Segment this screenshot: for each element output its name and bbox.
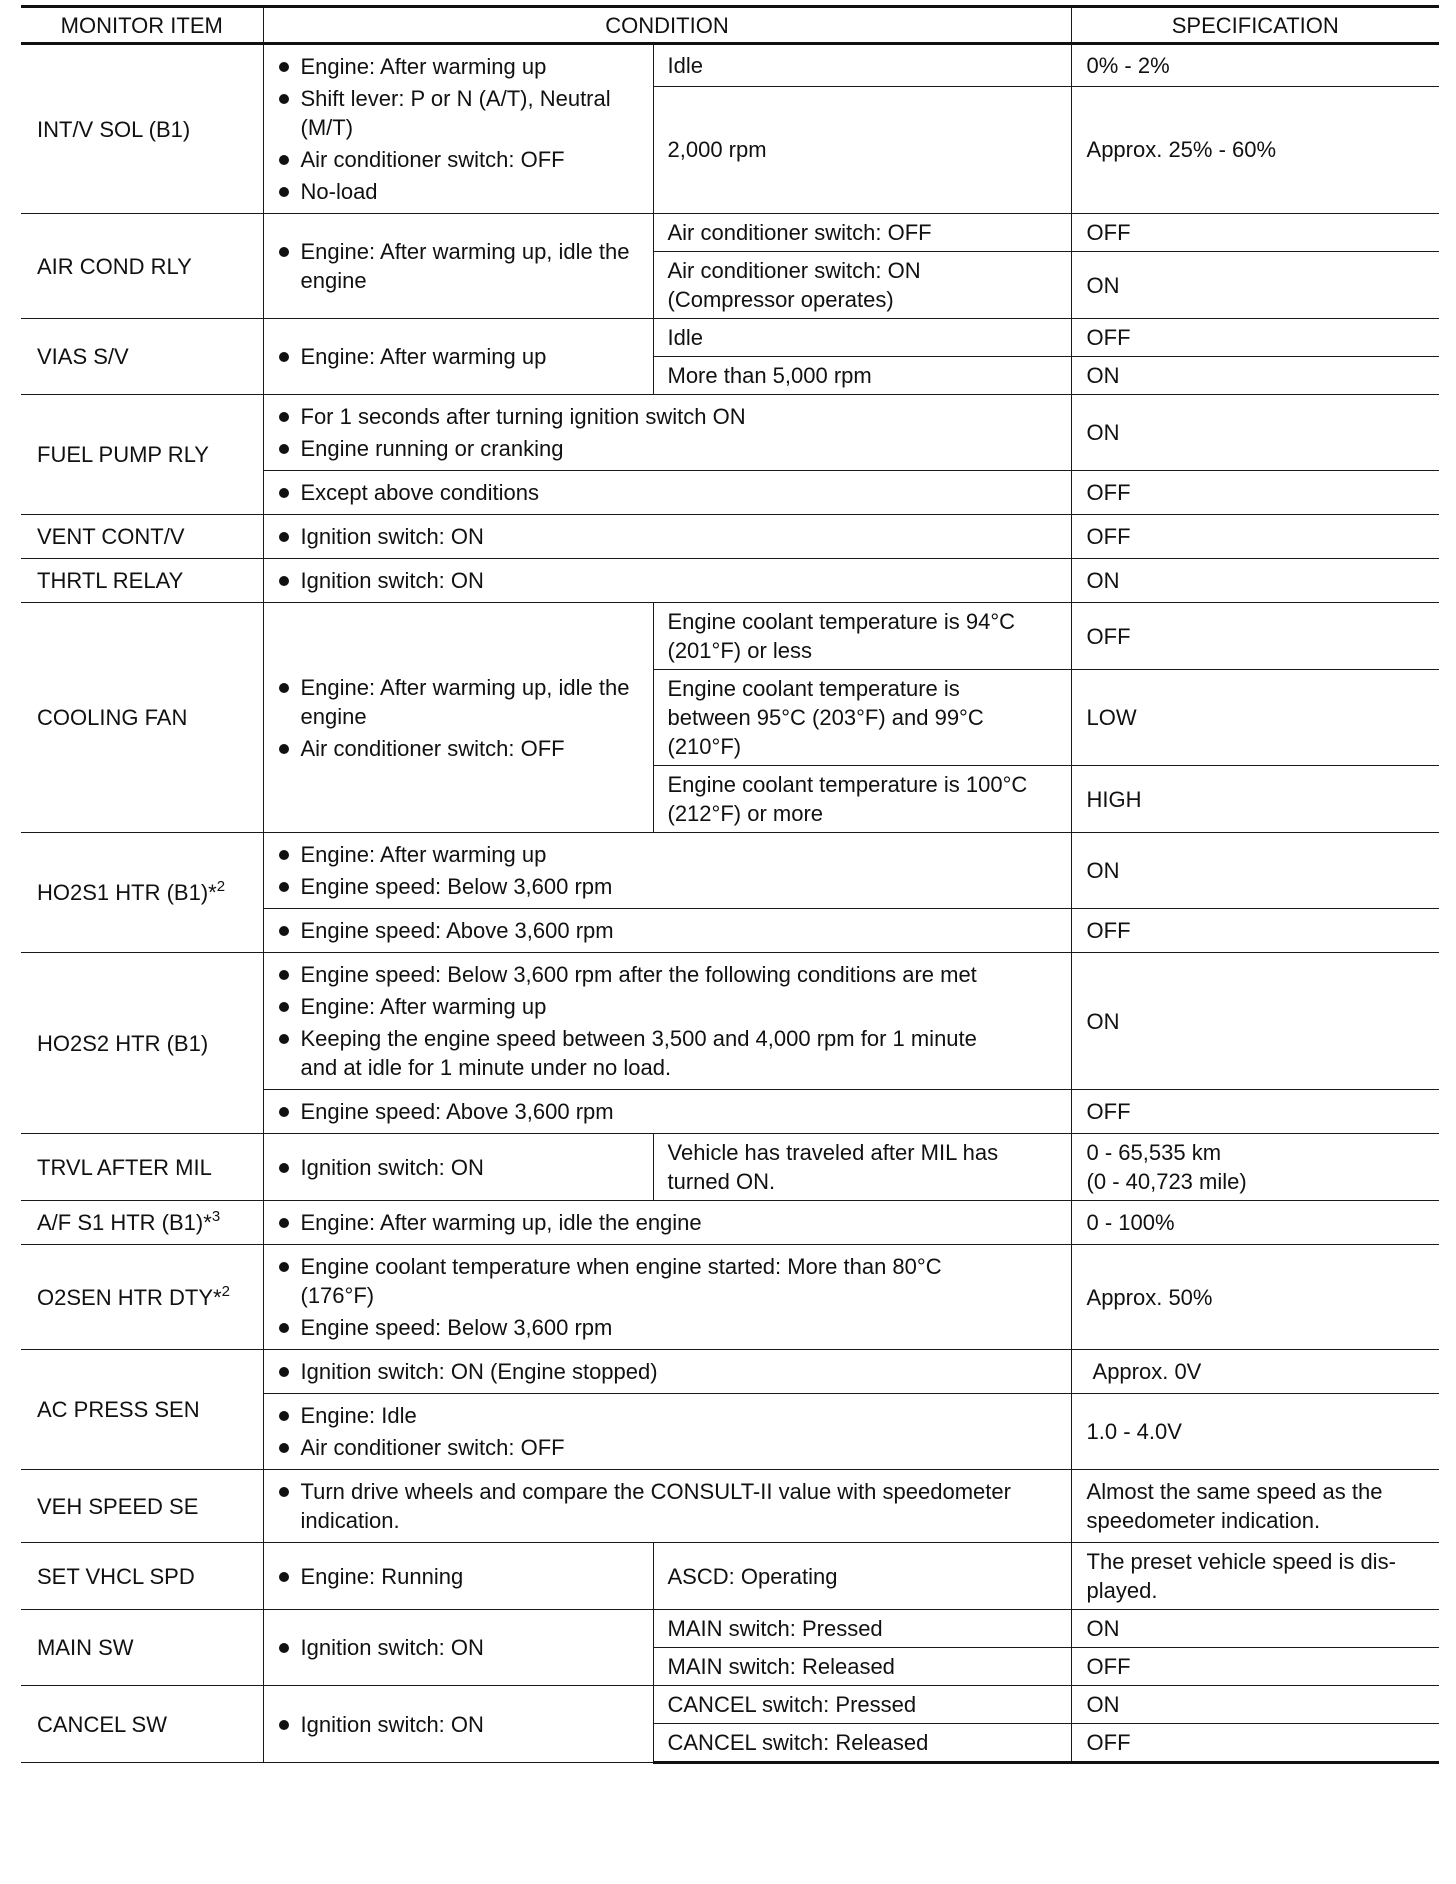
specification-value: OFF [1071, 1090, 1439, 1134]
sub-condition-line: Vehicle has traveled after MIL has [667, 1140, 999, 1165]
condition-cell [263, 1134, 653, 1201]
condition-cell [263, 833, 1071, 909]
monitor-item-label: O2SEN HTR DTY* [37, 1284, 222, 1310]
specification-value: OFF [1071, 471, 1439, 515]
condition-cell [263, 515, 1071, 559]
table-row [21, 214, 1439, 252]
spec-line: Almost the same speed as the [1086, 1479, 1383, 1504]
sub-condition [653, 1134, 1071, 1201]
condition-cell [263, 1090, 1071, 1134]
sub-condition [653, 670, 1071, 766]
condition-cell [263, 1686, 653, 1763]
footnote-marker: 2 [221, 1282, 230, 1300]
condition-bullet: Engine speed: Below 3,600 rpm after the following conditions are met [278, 960, 1057, 989]
sub-condition: MAIN switch: Pressed [653, 1610, 1071, 1648]
condition-bullet: Air conditioner switch: OFF [278, 1433, 1057, 1462]
sub-condition [653, 252, 1071, 319]
sub-condition: CANCEL switch: Released [653, 1724, 1071, 1763]
condition-bullet: No-load [278, 177, 639, 206]
condition-cell [263, 395, 1071, 471]
condition-bullet: Engine: After warming up [278, 52, 639, 81]
sub-condition-line: (210°F) [667, 734, 742, 759]
specification-value: 0% - 2% [1071, 44, 1439, 87]
condition-bullet: Engine: After warming up, idle the engine [278, 237, 639, 295]
specification-value: Approx. 50% [1071, 1245, 1439, 1350]
specification-value: ON [1071, 395, 1439, 471]
condition-cell [263, 1394, 1071, 1470]
condition-bullet: Ignition switch: ON [278, 1633, 639, 1662]
specification-value: OFF [1071, 603, 1439, 670]
spec-line: 0 - 65,535 km [1086, 1140, 1222, 1165]
specification-value: 1.0 - 4.0V [1071, 1394, 1439, 1470]
table-row [21, 1201, 1439, 1245]
condition-line: Turn drive wheels and compare the CONSULT-II value with speedometer [300, 1479, 1011, 1504]
specification-value [1071, 1543, 1439, 1610]
sub-condition-line: Engine coolant temperature is 94°C [667, 609, 1016, 634]
condition-line: indication. [300, 1508, 400, 1533]
specification-value: OFF [1071, 1648, 1439, 1686]
header-condition: CONDITION [263, 7, 1071, 44]
condition-cell [263, 319, 653, 395]
condition-bullet: Ignition switch: ON (Engine stopped) [278, 1357, 1057, 1386]
condition-bullet: Engine: After warming up, idle the engine [278, 1208, 1057, 1237]
condition-bullet: Ignition switch: ON [278, 566, 1057, 595]
specification-value: ON [1071, 1610, 1439, 1648]
condition-cell [263, 1543, 653, 1610]
monitor-item: TRVL AFTER MIL [21, 1134, 263, 1201]
specification-value: ON [1071, 252, 1439, 319]
table-row [21, 1543, 1439, 1610]
monitor-item-label: HO2S1 HTR (B1)* [37, 880, 217, 905]
specification-value: ON [1071, 1686, 1439, 1724]
sub-condition-line: turned ON. [667, 1169, 776, 1194]
sub-condition: More than 5,000 rpm [653, 357, 1071, 395]
table-row [21, 833, 1439, 909]
condition-bullet: Air conditioner switch: OFF [278, 734, 639, 763]
specification-value: OFF [1071, 909, 1439, 953]
condition-bullet: Engine: After warming up [278, 342, 639, 371]
specification-value: OFF [1071, 1724, 1439, 1763]
monitor-item: INT/V SOL (B1) [21, 44, 263, 214]
specification-value: OFF [1071, 214, 1439, 252]
sub-condition [653, 603, 1071, 670]
condition-cell [263, 1350, 1071, 1394]
condition-bullet: Ignition switch: ON [278, 1710, 639, 1739]
condition-bullet: Engine: After warming up [278, 992, 1057, 1021]
sub-condition-line: Air conditioner switch: ON [667, 258, 921, 283]
condition-bullet: For 1 seconds after turning ignition switch ON [278, 402, 1057, 431]
condition-bullet: Engine: Running [278, 1562, 639, 1591]
header-specification: SPECIFICATION [1071, 7, 1439, 44]
condition-cell [263, 1470, 1071, 1543]
specification-value: LOW [1071, 670, 1439, 766]
condition-cell [263, 603, 653, 833]
table-row [21, 1610, 1439, 1648]
monitor-item [21, 1201, 263, 1245]
condition-line: (176°F) [300, 1283, 375, 1308]
specification-value: Approx. 0V [1071, 1350, 1439, 1394]
table-row [21, 1134, 1439, 1201]
condition-cell [263, 1201, 1071, 1245]
sub-condition-line: (Compressor operates) [667, 287, 894, 312]
table-row [21, 1470, 1439, 1543]
condition-line: Keeping the engine speed between 3,500 and 4,000 rpm for 1 minute [300, 1026, 977, 1051]
table-row [21, 515, 1439, 559]
sub-condition: CANCEL switch: Pressed [653, 1686, 1071, 1724]
monitor-item: FUEL PUMP RLY [21, 395, 263, 515]
table-row [21, 1350, 1439, 1394]
monitor-item: VIAS S/V [21, 319, 263, 395]
sub-condition: 2,000 rpm [653, 86, 1071, 214]
condition-bullet [278, 1252, 1057, 1310]
specification-value [1071, 1470, 1439, 1543]
table-row [21, 395, 1439, 471]
sub-condition-line: Engine coolant temperature is [667, 676, 960, 701]
condition-bullet: Engine speed: Below 3,600 rpm [278, 1313, 1057, 1342]
monitor-item: CANCEL SW [21, 1686, 263, 1763]
monitor-item: MAIN SW [21, 1610, 263, 1686]
sub-condition: ASCD: Operating [653, 1543, 1071, 1610]
sub-condition: MAIN switch: Released [653, 1648, 1071, 1686]
condition-cell [263, 1610, 653, 1686]
monitor-item: VEH SPEED SE [21, 1470, 263, 1543]
table-row [21, 44, 1439, 87]
table-row [21, 953, 1439, 1090]
specification-value: ON [1071, 953, 1439, 1090]
condition-bullet [278, 1477, 1057, 1535]
sub-condition-line: (212°F) or more [667, 801, 824, 826]
sub-condition: Idle [653, 44, 1071, 87]
monitor-item: AC PRESS SEN [21, 1350, 263, 1470]
monitor-item-table [21, 5, 1439, 1764]
table-row [21, 559, 1439, 603]
footnote-marker: 3 [211, 1208, 221, 1225]
sub-condition: Idle [653, 319, 1071, 357]
condition-bullet: Except above conditions [278, 478, 1057, 507]
sub-condition: Air conditioner switch: OFF [653, 214, 1071, 252]
condition-bullet: Ignition switch: ON [278, 1153, 639, 1182]
sub-condition-line: (201°F) or less [667, 638, 813, 663]
specification-value: HIGH [1071, 766, 1439, 833]
condition-cell [263, 559, 1071, 603]
condition-bullet: Engine: After warming up [278, 840, 1057, 869]
sub-condition-line: Engine coolant temperature is 100°C [667, 772, 1028, 797]
specification-value: OFF [1071, 319, 1439, 357]
specification-value: ON [1071, 833, 1439, 909]
condition-line: and at idle for 1 minute under no load. [300, 1055, 672, 1080]
condition-cell [263, 471, 1071, 515]
condition-bullet: Engine: After warming up, idle the engine [278, 673, 639, 731]
condition-bullet [278, 1024, 1057, 1082]
monitor-item-label: A/F S1 HTR (B1)* [37, 1210, 212, 1235]
condition-cell [263, 953, 1071, 1090]
condition-bullet: Engine speed: Above 3,600 rpm [278, 916, 1057, 945]
table-row [21, 1245, 1439, 1350]
condition-cell [263, 44, 653, 214]
condition-bullet: Engine speed: Below 3,600 rpm [278, 872, 1057, 901]
specification-value: ON [1071, 357, 1439, 395]
spec-line: The preset vehicle speed is dis- [1086, 1549, 1396, 1574]
monitor-item: SET VHCL SPD [21, 1543, 263, 1610]
condition-bullet: Ignition switch: ON [278, 522, 1057, 551]
monitor-item: AIR COND RLY [21, 214, 263, 319]
spec-line: played. [1086, 1578, 1158, 1603]
condition-bullet: Air conditioner switch: OFF [278, 145, 639, 174]
specification-value: 0 - 100% [1071, 1201, 1439, 1245]
specification-value: ON [1071, 559, 1439, 603]
spec-line: (0 - 40,723 mile) [1086, 1169, 1247, 1194]
condition-bullet: Engine speed: Above 3,600 rpm [278, 1097, 1057, 1126]
monitor-item: THRTL RELAY [21, 559, 263, 603]
condition-cell [263, 909, 1071, 953]
header-row [21, 7, 1439, 44]
condition-cell [263, 214, 653, 319]
monitor-item: COOLING FAN [21, 603, 263, 833]
condition-cell [263, 1245, 1071, 1350]
monitor-item [21, 1245, 263, 1350]
specification-value: Approx. 25% - 60% [1071, 86, 1439, 214]
condition-line: Engine coolant temperature when engine started: More than 80°C [300, 1254, 942, 1279]
monitor-item [21, 833, 263, 953]
spec-line: speedometer indication. [1086, 1508, 1321, 1533]
specification-value [1071, 1134, 1439, 1201]
monitor-item: HO2S2 HTR (B1) [21, 953, 263, 1134]
condition-bullet: Shift lever: P or N (A/T), Neutral (M/T) [278, 84, 639, 142]
condition-bullet: Engine: Idle [278, 1401, 1057, 1430]
table-row [21, 603, 1439, 670]
table-row [21, 1686, 1439, 1724]
footnote-marker: 2 [216, 878, 226, 895]
header-monitor-item: MONITOR ITEM [21, 7, 263, 44]
condition-bullet: Engine running or cranking [278, 434, 1057, 463]
specification-value: OFF [1071, 515, 1439, 559]
monitor-spec-document [21, 5, 1439, 1764]
monitor-item: VENT CONT/V [21, 515, 263, 559]
sub-condition [653, 766, 1071, 833]
table-row [21, 319, 1439, 357]
sub-condition-line: between 95°C (203°F) and 99°C [667, 705, 984, 730]
